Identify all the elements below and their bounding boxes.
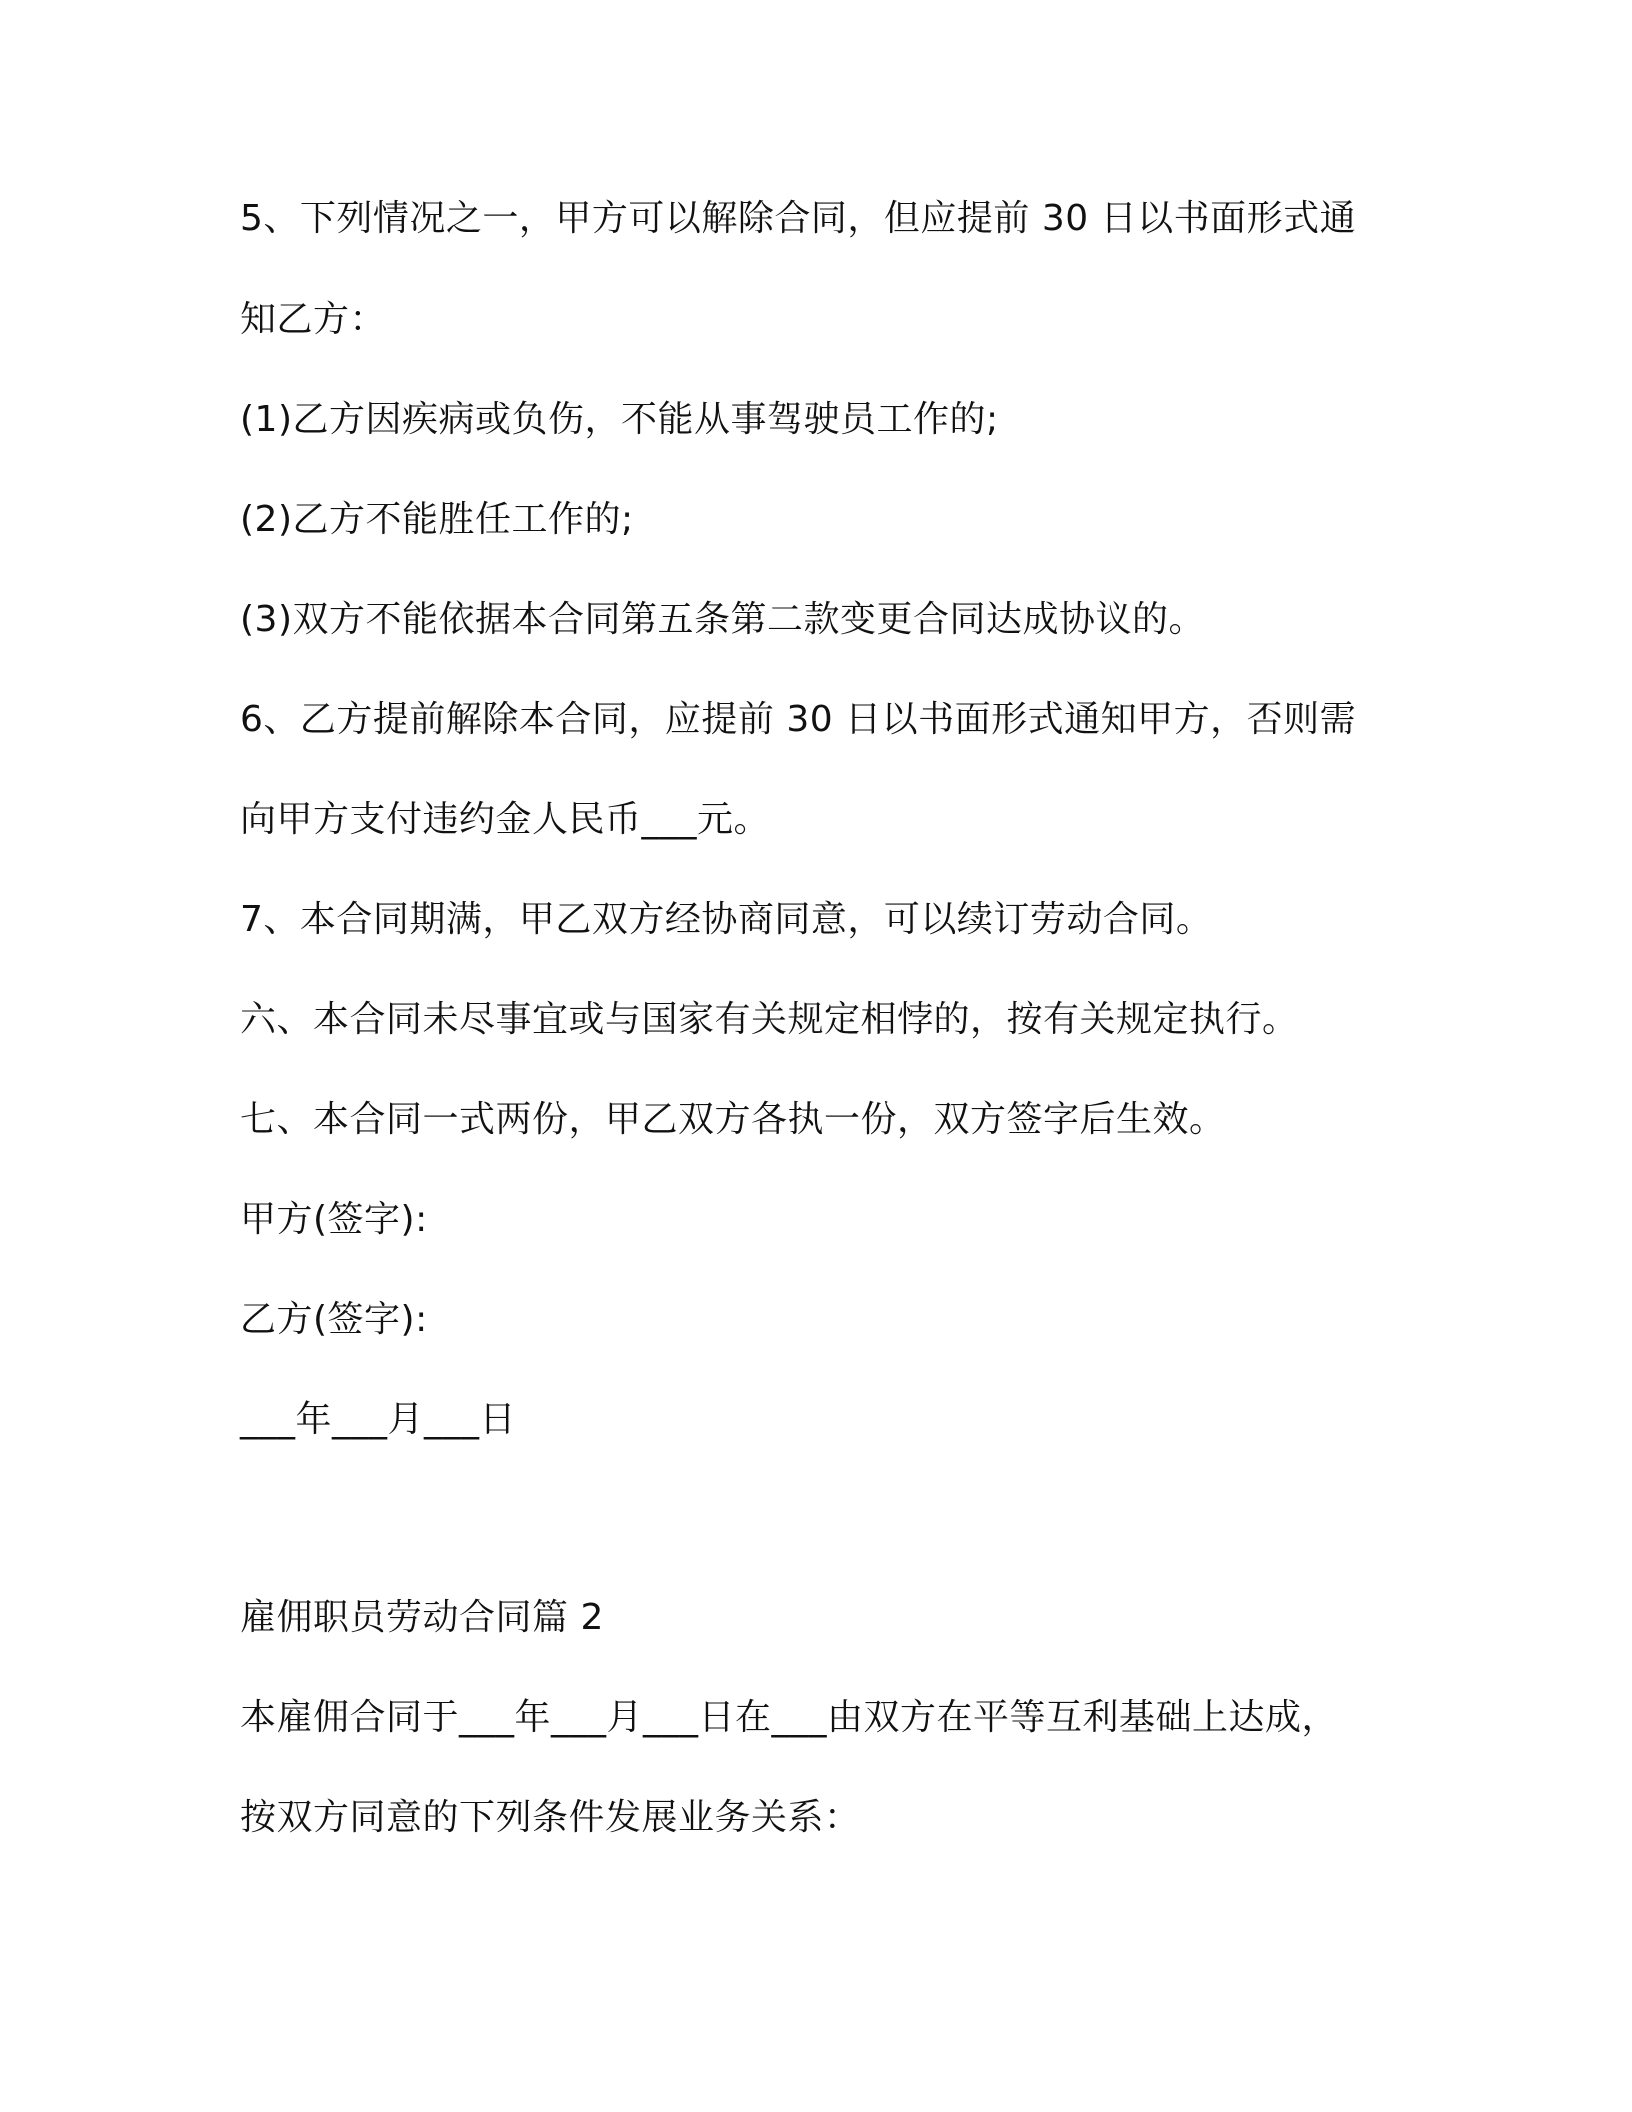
clause-5-item-3: (3)双方不能依据本合同第五条第二款变更合同达成协议的。: [240, 599, 1205, 640]
party-a-signature: 甲方(签字):: [240, 1199, 428, 1240]
clause-6-line-1: 6、乙方提前解除本合同，应提前 30 日以书面形式通知甲方，否则需: [240, 699, 1357, 740]
section-heading: 雇佣职员劳动合同篇 2: [240, 1597, 604, 1638]
party-b-signature: 乙方(签字):: [240, 1299, 428, 1340]
signature-date: ___年___月___日: [240, 1399, 517, 1440]
clause-5-line-2: 知乙方：: [240, 299, 387, 340]
intro-line-1: 本雇佣合同于___年___月___日在___由双方在平等互利基础上达成，: [240, 1697, 1339, 1738]
clause-5-item-2: (2)乙方不能胜任工作的;: [240, 499, 634, 540]
article-6: 六、本合同未尽事宜或与国家有关规定相悖的，按有关规定执行。: [240, 999, 1299, 1040]
clause-7: 7、本合同期满，甲乙双方经协商同意，可以续订劳动合同。: [240, 899, 1213, 940]
clause-5-line-1: 5、下列情况之一，甲方可以解除合同，但应提前 30 日以书面形式通: [240, 198, 1357, 239]
article-7: 七、本合同一式两份，甲乙双方各执一份，双方签字后生效。: [240, 1099, 1226, 1140]
clause-6-line-2: 向甲方支付违约金人民币___元。: [240, 799, 771, 840]
intro-line-2: 按双方同意的下列条件发展业务关系：: [240, 1797, 861, 1838]
clause-5-item-1: (1)乙方因疾病或负伤，不能从事驾驶员工作的;: [240, 399, 999, 440]
